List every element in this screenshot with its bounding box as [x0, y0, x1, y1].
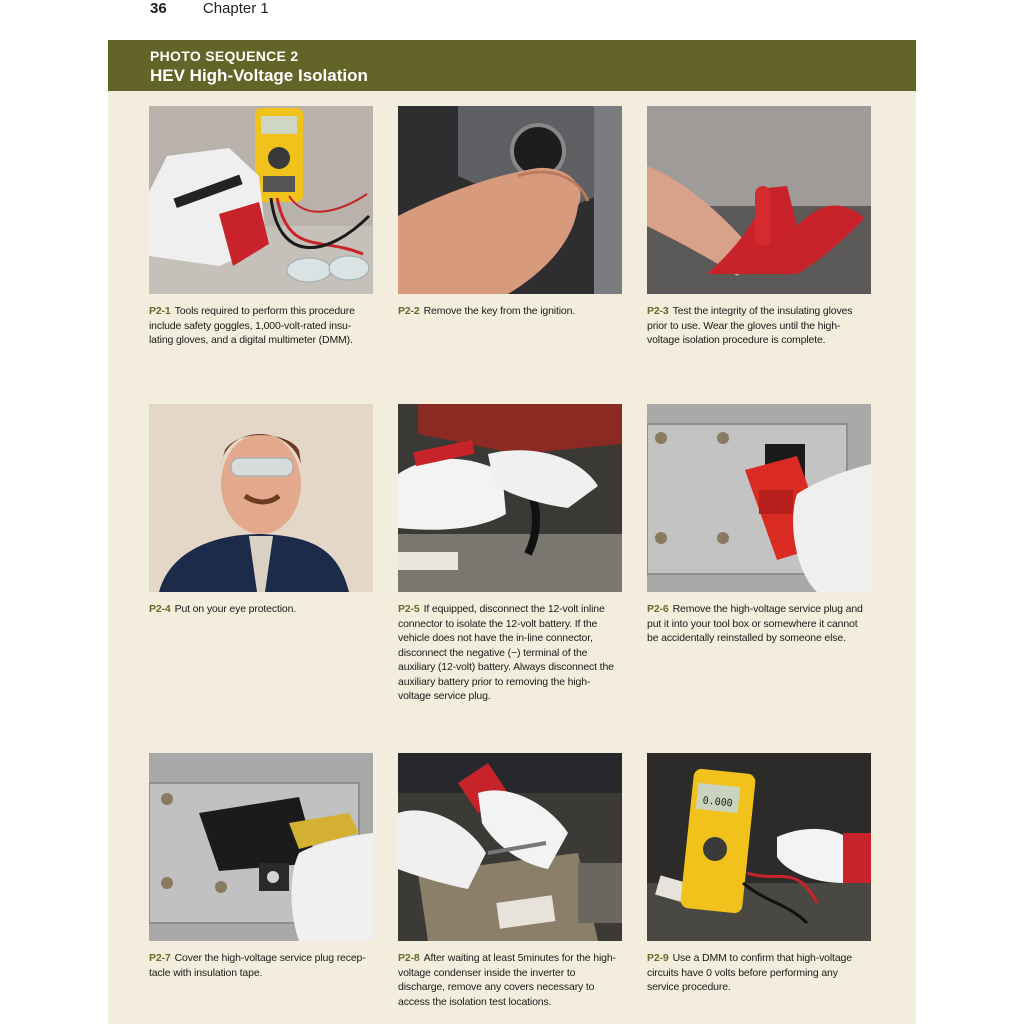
caption	[647, 602, 871, 646]
step-p2-5	[398, 404, 622, 704]
caption	[398, 951, 622, 1009]
page-number: 36	[150, 0, 167, 17]
step-text: Remove the key from the ignition.	[423, 305, 576, 317]
step-p2-6	[647, 404, 871, 646]
caption	[149, 602, 373, 617]
caption	[149, 304, 373, 348]
step-label: P2-4	[149, 603, 171, 615]
photo-panel	[108, 91, 916, 1024]
step-label: P2-6	[647, 603, 669, 615]
step-p2-8	[398, 753, 622, 1009]
step-text: Put on your eye protection.	[174, 603, 297, 615]
step-label: P2-8	[398, 952, 420, 964]
caption	[647, 304, 871, 348]
photo-service-plug	[647, 404, 871, 592]
photo-sequence-banner	[108, 40, 916, 91]
sequence-kicker: PHOTO SEQUENCE 2	[150, 48, 299, 64]
step-label: P2-3	[647, 305, 669, 317]
step-text: Cover the high-voltage service plug recep-tacle with insulation tape.	[149, 952, 366, 979]
photo-insulation-tape	[149, 753, 373, 941]
caption	[398, 304, 622, 319]
step-text: After waiting at least 5minutes for the high-voltage condenser inside the inverter to discharge, remove any covers necessary to access the isolation test locations.	[398, 952, 616, 1008]
step-text: Tools required to perform this procedure include safety goggles, 1,000-volt-rated insu-lating gloves, and a digital multimeter (DMM).	[149, 305, 355, 346]
step-text: Use a DMM to confirm that high-voltage circuits have 0 volts before performing any service procedure.	[647, 952, 852, 993]
photo-glove-test	[647, 106, 871, 294]
photo-tools	[149, 106, 373, 294]
step-text: Test the integrity of the insulating gloves prior to use. Wear the gloves until the high-voltage isolation procedure is complete.	[647, 305, 853, 346]
photo-remove-covers	[398, 753, 622, 941]
step-p2-1	[149, 106, 373, 348]
step-p2-9	[647, 753, 871, 995]
step-label: P2-1	[149, 305, 171, 317]
photo-eye-protection	[149, 404, 373, 592]
step-text: If equipped, disconnect the 12-volt inline connector to isolate the 12-volt battery. If the vehicle does not have the in-line connector, disconnect the negative (−) terminal of the auxiliary (12-volt) battery. Always disconnect the auxiliary battery prior to removing the high-voltage service plug.	[398, 603, 614, 702]
photo-12v-connector	[398, 404, 622, 592]
running-head	[150, 0, 269, 18]
step-label: P2-2	[398, 305, 420, 317]
step-label: P2-9	[647, 952, 669, 964]
photo-dmm-check	[647, 753, 871, 941]
caption	[647, 951, 871, 995]
sequence-title: HEV High-Voltage Isolation	[150, 66, 368, 85]
step-p2-7	[149, 753, 373, 980]
step-text: Remove the high-voltage service plug and put it into your tool box or somewhere it cannot be accidentally reinstalled by someone else.	[647, 603, 863, 644]
step-p2-4	[149, 404, 373, 617]
caption	[398, 602, 622, 704]
chapter-title: Chapter 1	[202, 0, 269, 17]
caption	[149, 951, 373, 980]
step-p2-3	[647, 106, 871, 348]
photo-ignition	[398, 106, 622, 294]
step-label: P2-7	[149, 952, 171, 964]
step-label: P2-5	[398, 603, 420, 615]
step-p2-2	[398, 106, 622, 319]
meter-readout: 0.000	[702, 795, 734, 810]
